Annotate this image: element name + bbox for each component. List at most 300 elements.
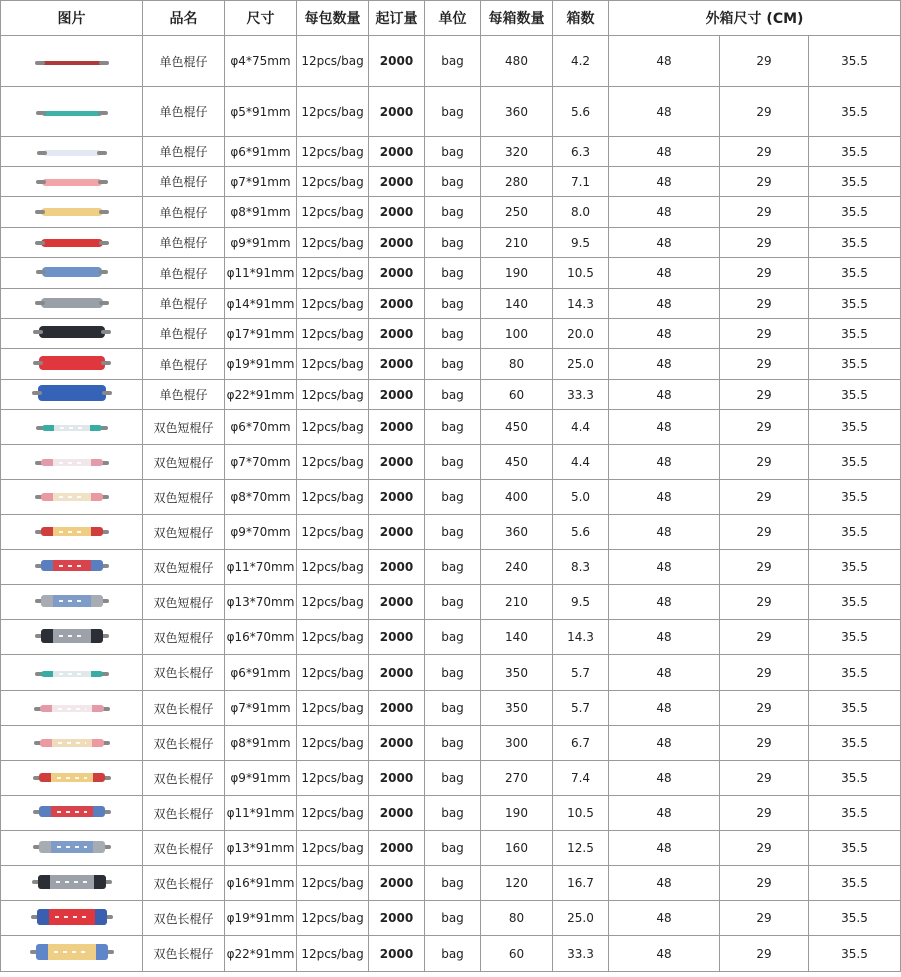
product-name: 双色长棍仔 [143, 655, 225, 691]
roller-rod-image [41, 298, 103, 308]
cartons-cell: 10.5 [553, 796, 609, 831]
unit-cell: bag [425, 87, 481, 137]
per-pack-cell: 12pcs/bag [297, 620, 369, 655]
size-cell: φ13*91mm [225, 831, 297, 866]
per-carton-cell: 450 [481, 410, 553, 445]
rod-end-cap [90, 425, 102, 431]
unit-cell: bag [425, 319, 481, 349]
unit-cell: bag [425, 796, 481, 831]
unit-cell: bag [425, 585, 481, 620]
unit-cell: bag [425, 655, 481, 691]
per-carton-cell: 140 [481, 620, 553, 655]
carton-width-cell: 29 [720, 655, 809, 691]
roller-rod-image [42, 425, 102, 431]
per-pack-cell: 12pcs/bag [297, 410, 369, 445]
carton-width-cell: 29 [720, 445, 809, 480]
roller-rod-image [41, 459, 103, 466]
rod-end-cap [40, 705, 52, 712]
product-name: 双色长棍仔 [143, 726, 225, 761]
moq-cell: 2000 [369, 761, 425, 796]
rod-end-cap [96, 944, 108, 960]
roller-rod-image [38, 875, 106, 889]
product-image-cell [1, 87, 143, 137]
roller-rod-image [41, 239, 103, 247]
roller-rod-image [41, 560, 103, 571]
roller-rod-image [41, 208, 103, 216]
moq-cell: 2000 [369, 289, 425, 319]
rod-holes [59, 462, 85, 464]
unit-cell: bag [425, 515, 481, 550]
unit-cell: bag [425, 289, 481, 319]
carton-width-cell: 29 [720, 550, 809, 585]
carton-height-cell: 35.5 [809, 87, 901, 137]
product-image-cell [1, 410, 143, 445]
moq-cell: 2000 [369, 655, 425, 691]
product-name: 双色短棍仔 [143, 445, 225, 480]
table-row [1, 796, 901, 831]
moq-cell: 2000 [369, 167, 425, 197]
unit-cell: bag [425, 901, 481, 936]
carton-width-cell: 29 [720, 901, 809, 936]
rod-clip [97, 151, 107, 155]
per-carton-cell: 480 [481, 36, 553, 87]
unit-cell: bag [425, 445, 481, 480]
carton-height-cell: 35.5 [809, 197, 901, 228]
rod-holes [60, 427, 84, 429]
rod-clip [99, 301, 109, 305]
per-pack-cell: 12pcs/bag [297, 550, 369, 585]
product-name: 双色长棍仔 [143, 936, 225, 972]
carton-length-cell: 48 [609, 901, 720, 936]
carton-width-cell: 29 [720, 691, 809, 726]
size-cell: φ11*91mm [225, 258, 297, 289]
rod-end-cap [93, 773, 105, 782]
per-pack-cell: 12pcs/bag [297, 380, 369, 410]
product-name: 双色长棍仔 [143, 691, 225, 726]
carton-height-cell: 35.5 [809, 36, 901, 87]
size-cell: φ6*70mm [225, 410, 297, 445]
moq-cell: 2000 [369, 445, 425, 480]
per-pack-cell: 12pcs/bag [297, 866, 369, 901]
product-image-cell [1, 866, 143, 901]
carton-height-cell: 35.5 [809, 761, 901, 796]
unit-cell: bag [425, 36, 481, 87]
roller-rod-image [40, 739, 104, 747]
per-carton-cell: 210 [481, 228, 553, 258]
rod-holes [57, 777, 87, 779]
carton-height-cell: 35.5 [809, 936, 901, 972]
header-per-pack: 每包数量 [297, 1, 369, 36]
per-carton-cell: 140 [481, 289, 553, 319]
carton-height-cell: 35.5 [809, 445, 901, 480]
moq-cell: 2000 [369, 620, 425, 655]
carton-length-cell: 48 [609, 796, 720, 831]
carton-height-cell: 35.5 [809, 258, 901, 289]
product-image-cell [1, 726, 143, 761]
table-row [1, 289, 901, 319]
per-carton-cell: 320 [481, 137, 553, 167]
size-cell: φ9*70mm [225, 515, 297, 550]
carton-width-cell: 29 [720, 620, 809, 655]
size-cell: φ7*91mm [225, 691, 297, 726]
moq-cell: 2000 [369, 726, 425, 761]
size-cell: φ6*91mm [225, 137, 297, 167]
carton-length-cell: 48 [609, 480, 720, 515]
rod-end-cap [41, 671, 53, 677]
rod-end-cap [95, 909, 107, 925]
per-pack-cell: 12pcs/bag [297, 655, 369, 691]
per-carton-cell: 210 [481, 585, 553, 620]
carton-length-cell: 48 [609, 137, 720, 167]
roller-rod-image [41, 527, 103, 536]
rod-end-cap [91, 629, 103, 643]
carton-width-cell: 29 [720, 936, 809, 972]
table-row [1, 515, 901, 550]
carton-length-cell: 48 [609, 380, 720, 410]
carton-length-cell: 48 [609, 936, 720, 972]
product-image-cell [1, 831, 143, 866]
product-name: 单色棍仔 [143, 87, 225, 137]
carton-length-cell: 48 [609, 197, 720, 228]
rod-end-cap [91, 560, 103, 571]
product-name: 双色短棍仔 [143, 410, 225, 445]
moq-cell: 2000 [369, 480, 425, 515]
table-row [1, 87, 901, 137]
carton-height-cell: 35.5 [809, 349, 901, 380]
product-image-cell [1, 137, 143, 167]
rod-end-cap [40, 739, 52, 747]
carton-length-cell: 48 [609, 410, 720, 445]
moq-cell: 2000 [369, 796, 425, 831]
carton-width-cell: 29 [720, 87, 809, 137]
product-name: 单色棍仔 [143, 228, 225, 258]
per-carton-cell: 80 [481, 901, 553, 936]
carton-height-cell: 35.5 [809, 726, 901, 761]
per-carton-cell: 60 [481, 936, 553, 972]
carton-height-cell: 35.5 [809, 901, 901, 936]
rod-holes [59, 635, 85, 637]
header-carton-size: 外箱尺寸 (CM) [609, 1, 901, 36]
roller-rod-image [37, 909, 107, 925]
per-pack-cell: 12pcs/bag [297, 831, 369, 866]
product-image-cell [1, 380, 143, 410]
product-name: 单色棍仔 [143, 197, 225, 228]
carton-length-cell: 48 [609, 550, 720, 585]
per-carton-cell: 350 [481, 655, 553, 691]
cartons-cell: 5.0 [553, 480, 609, 515]
rod-holes [58, 708, 86, 710]
roller-rod-image [40, 705, 104, 712]
table-row [1, 319, 901, 349]
size-cell: φ9*91mm [225, 761, 297, 796]
moq-cell: 2000 [369, 258, 425, 289]
rod-holes [55, 916, 89, 918]
table-body [1, 36, 901, 972]
cartons-cell: 5.6 [553, 515, 609, 550]
carton-height-cell: 35.5 [809, 796, 901, 831]
rod-holes [59, 496, 85, 498]
cartons-cell: 9.5 [553, 228, 609, 258]
table-row [1, 167, 901, 197]
unit-cell: bag [425, 228, 481, 258]
moq-cell: 2000 [369, 550, 425, 585]
moq-cell: 2000 [369, 87, 425, 137]
per-carton-cell: 100 [481, 319, 553, 349]
per-pack-cell: 12pcs/bag [297, 137, 369, 167]
per-pack-cell: 12pcs/bag [297, 691, 369, 726]
rod-end-cap [41, 595, 53, 607]
table-row [1, 258, 901, 289]
size-cell: φ22*91mm [225, 380, 297, 410]
unit-cell: bag [425, 726, 481, 761]
carton-width-cell: 29 [720, 197, 809, 228]
size-cell: φ13*70mm [225, 585, 297, 620]
rod-clip [35, 241, 45, 245]
roller-rod-image [39, 806, 105, 817]
table-row [1, 36, 901, 87]
product-name: 双色短棍仔 [143, 515, 225, 550]
size-cell: φ16*70mm [225, 620, 297, 655]
per-carton-cell: 190 [481, 796, 553, 831]
roller-rod-image [36, 944, 108, 960]
table-row [1, 410, 901, 445]
product-name: 单色棍仔 [143, 319, 225, 349]
product-image-cell [1, 761, 143, 796]
cartons-cell: 9.5 [553, 585, 609, 620]
carton-width-cell: 29 [720, 258, 809, 289]
size-cell: φ19*91mm [225, 349, 297, 380]
size-cell: φ8*91mm [225, 197, 297, 228]
product-image-cell [1, 258, 143, 289]
moq-cell: 2000 [369, 36, 425, 87]
unit-cell: bag [425, 258, 481, 289]
carton-length-cell: 48 [609, 761, 720, 796]
unit-cell: bag [425, 197, 481, 228]
product-image-cell [1, 550, 143, 585]
product-name: 双色长棍仔 [143, 866, 225, 901]
carton-width-cell: 29 [720, 380, 809, 410]
rod-clip [33, 361, 43, 365]
rod-clip [32, 391, 42, 395]
per-carton-cell: 280 [481, 167, 553, 197]
table-row [1, 197, 901, 228]
per-carton-cell: 240 [481, 550, 553, 585]
table-row [1, 761, 901, 796]
moq-cell: 2000 [369, 515, 425, 550]
rod-holes [57, 811, 87, 813]
unit-cell: bag [425, 866, 481, 901]
table-row [1, 445, 901, 480]
moq-cell: 2000 [369, 137, 425, 167]
rod-clip [102, 391, 112, 395]
moq-cell: 2000 [369, 380, 425, 410]
carton-width-cell: 29 [720, 36, 809, 87]
cartons-cell: 14.3 [553, 620, 609, 655]
per-pack-cell: 12pcs/bag [297, 585, 369, 620]
per-pack-cell: 12pcs/bag [297, 197, 369, 228]
carton-height-cell: 35.5 [809, 585, 901, 620]
per-pack-cell: 12pcs/bag [297, 167, 369, 197]
cartons-cell: 7.4 [553, 761, 609, 796]
header-row [1, 1, 901, 36]
rod-clip [33, 330, 43, 334]
product-image-cell [1, 691, 143, 726]
per-carton-cell: 300 [481, 726, 553, 761]
carton-width-cell: 29 [720, 319, 809, 349]
moq-cell: 2000 [369, 228, 425, 258]
carton-length-cell: 48 [609, 726, 720, 761]
table-row [1, 349, 901, 380]
product-image-cell [1, 349, 143, 380]
per-pack-cell: 12pcs/bag [297, 445, 369, 480]
rod-end-cap [41, 527, 53, 536]
cartons-cell: 10.5 [553, 258, 609, 289]
header-per-carton: 每箱数量 [481, 1, 553, 36]
product-image-cell [1, 796, 143, 831]
carton-height-cell: 35.5 [809, 550, 901, 585]
roller-rod-image [41, 493, 103, 501]
rod-clip [37, 151, 47, 155]
carton-width-cell: 29 [720, 167, 809, 197]
header-image: 图片 [1, 1, 143, 36]
cartons-cell: 20.0 [553, 319, 609, 349]
carton-length-cell: 48 [609, 228, 720, 258]
product-image-cell [1, 655, 143, 691]
carton-width-cell: 29 [720, 480, 809, 515]
cartons-cell: 6.7 [553, 726, 609, 761]
size-cell: φ8*91mm [225, 726, 297, 761]
product-image-cell [1, 901, 143, 936]
moq-cell: 2000 [369, 410, 425, 445]
moq-cell: 2000 [369, 319, 425, 349]
per-pack-cell: 12pcs/bag [297, 936, 369, 972]
cartons-cell: 16.7 [553, 866, 609, 901]
product-name: 双色长棍仔 [143, 901, 225, 936]
rod-clip [35, 61, 45, 65]
rod-end-cap [38, 875, 50, 889]
carton-height-cell: 35.5 [809, 289, 901, 319]
product-name: 双色短棍仔 [143, 550, 225, 585]
product-image-cell [1, 620, 143, 655]
rod-holes [54, 951, 90, 953]
rod-clip [35, 301, 45, 305]
table-row [1, 228, 901, 258]
carton-width-cell: 29 [720, 515, 809, 550]
roller-rod-image [41, 61, 103, 65]
rod-clip [36, 270, 46, 274]
carton-length-cell: 48 [609, 620, 720, 655]
unit-cell: bag [425, 380, 481, 410]
per-carton-cell: 270 [481, 761, 553, 796]
carton-height-cell: 35.5 [809, 866, 901, 901]
roller-rod-image [42, 179, 102, 186]
cartons-cell: 8.0 [553, 197, 609, 228]
per-pack-cell: 12pcs/bag [297, 796, 369, 831]
per-pack-cell: 12pcs/bag [297, 228, 369, 258]
table-row [1, 726, 901, 761]
rod-end-cap [92, 739, 104, 747]
unit-cell: bag [425, 167, 481, 197]
carton-height-cell: 35.5 [809, 319, 901, 349]
per-pack-cell: 12pcs/bag [297, 901, 369, 936]
rod-end-cap [41, 459, 53, 466]
carton-width-cell: 29 [720, 349, 809, 380]
size-cell: φ11*91mm [225, 796, 297, 831]
rod-holes [59, 673, 85, 675]
carton-length-cell: 48 [609, 349, 720, 380]
product-name: 双色长棍仔 [143, 831, 225, 866]
rod-clip [99, 210, 109, 214]
per-carton-cell: 80 [481, 349, 553, 380]
cartons-cell: 14.3 [553, 289, 609, 319]
per-carton-cell: 360 [481, 515, 553, 550]
carton-height-cell: 35.5 [809, 480, 901, 515]
carton-height-cell: 35.5 [809, 515, 901, 550]
rod-holes [59, 565, 85, 567]
size-cell: φ22*91mm [225, 936, 297, 972]
carton-length-cell: 48 [609, 87, 720, 137]
roller-rod-image [39, 356, 105, 370]
carton-length-cell: 48 [609, 167, 720, 197]
table-row [1, 480, 901, 515]
roller-rod-image [43, 150, 101, 156]
size-cell: φ7*70mm [225, 445, 297, 480]
rod-clip [99, 61, 109, 65]
rod-end-cap [91, 527, 103, 536]
header-size: 尺寸 [225, 1, 297, 36]
product-name: 双色长棍仔 [143, 796, 225, 831]
roller-rod-image [41, 671, 103, 677]
carton-width-cell: 29 [720, 585, 809, 620]
cartons-cell: 5.7 [553, 655, 609, 691]
roller-rod-image [42, 267, 102, 277]
rod-clip [98, 111, 108, 115]
per-pack-cell: 12pcs/bag [297, 319, 369, 349]
per-pack-cell: 12pcs/bag [297, 36, 369, 87]
rod-end-cap [41, 560, 53, 571]
rod-clip [101, 361, 111, 365]
product-name: 单色棍仔 [143, 137, 225, 167]
carton-length-cell: 48 [609, 289, 720, 319]
per-pack-cell: 12pcs/bag [297, 480, 369, 515]
carton-width-cell: 29 [720, 761, 809, 796]
moq-cell: 2000 [369, 866, 425, 901]
carton-height-cell: 35.5 [809, 137, 901, 167]
rod-clip [98, 270, 108, 274]
rod-end-cap [93, 806, 105, 817]
header-unit: 单位 [425, 1, 481, 36]
product-image-cell [1, 289, 143, 319]
carton-length-cell: 48 [609, 36, 720, 87]
roller-rod-image [42, 111, 102, 116]
carton-width-cell: 29 [720, 726, 809, 761]
table-row [1, 936, 901, 972]
rod-holes [59, 600, 85, 602]
roller-rod-image [39, 326, 105, 338]
cartons-cell: 4.4 [553, 445, 609, 480]
moq-cell: 2000 [369, 936, 425, 972]
moq-cell: 2000 [369, 691, 425, 726]
product-image-cell [1, 228, 143, 258]
product-name: 双色长棍仔 [143, 761, 225, 796]
moq-cell: 2000 [369, 349, 425, 380]
carton-length-cell: 48 [609, 691, 720, 726]
per-carton-cell: 190 [481, 258, 553, 289]
per-pack-cell: 12pcs/bag [297, 258, 369, 289]
cartons-cell: 33.3 [553, 380, 609, 410]
table-row [1, 620, 901, 655]
carton-height-cell: 35.5 [809, 691, 901, 726]
